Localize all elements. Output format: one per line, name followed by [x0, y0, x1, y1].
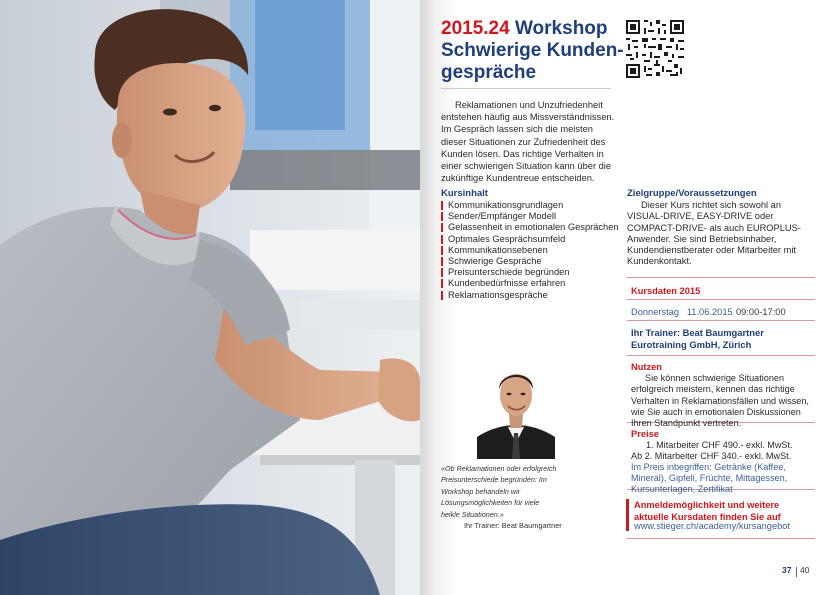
bullet-bar-icon [441, 223, 443, 232]
bullet-bar-icon [441, 235, 443, 244]
bullet-bar-icon [441, 291, 443, 300]
page-number-current: 37 [782, 565, 792, 575]
nutzen-text: Sie können schwierige Situationen erfolgreich meistern, kennen das richtige Verhalten in Reklamationsfällen und wissen, wie Sie auch in emotionalen Diskussionen Ihren Standpunkt vertreten. [631, 373, 809, 429]
registration-link[interactable]: www.stieger.ch/academy/kursangebot [634, 521, 791, 531]
price-included: Im Preis inbegriffen: Getränke (Kaffee, Mineral), Gipfeli, Früchte, Mittagessen, Kursunterlagen, Zertifikat [631, 462, 788, 495]
divider [627, 299, 815, 300]
price-additional-employee: Ab 2. Mitarbeiter CHF 340.- exkl. MwSt. [631, 451, 792, 461]
bullet-bar-icon [441, 257, 443, 266]
course-title-line-3: gespräche [441, 62, 537, 83]
registration-note: Anmeldemöglichkeit und weitere aktuelle Kursdaten finden Sie auf [634, 500, 781, 522]
kursdaten-heading: Kursdaten 2015 [631, 286, 701, 296]
quote-author: Ihr Trainer: Beat Baumgartner [464, 521, 562, 530]
page-number-separator [796, 567, 797, 577]
zielgruppe-text: Dieser Kurs richtet sich sowohl an VISUAL-DRIVE, EASY-DRIVE oder COMPACT-DRIVE- als auch EUROPLUS-Anwender. Sie sind Betriebsinhaber, Kundendienstberater oder Mitarbeiter mit Kundenkontakt. [627, 200, 801, 267]
course-title [441, 18, 641, 84]
qr-code-icon [626, 20, 684, 78]
list-item: Kundenbedürfnisse erfahren [441, 278, 626, 289]
list-item: Kommunikationsebenen [441, 245, 626, 256]
divider [627, 355, 815, 356]
trainer-info [631, 327, 816, 351]
list-item: Preisunterschiede begründen [441, 267, 626, 278]
list-item: Kommunikationsgrundlagen [441, 200, 626, 211]
trainer-quote: «Ob Reklamationen oder erfolgreich Preisunterschiede begründen: Im Workshop behandeln wir Lösungsmöglichkeiten für viele heikle Situationen.» [441, 464, 557, 519]
kursdaten-time: 09:00-17:00 [736, 307, 786, 317]
course-number: 2015.24 [441, 18, 510, 39]
course-intro: Reklamationen und Unzufriedenheit entstehen häufig aus Missverständnissen. Im Gespräch lassen sich die meisten dieser Situationen zur Zufriedenheit des Kunden lösen. Das richtige Verhalten in einer schwierigen Situation kann über die zukünftige Kundentreue entscheiden. [441, 100, 615, 184]
kursdaten-day: Donnerstag [631, 307, 680, 317]
list-item: Optimales Gesprächsumfeld [441, 234, 626, 245]
kursdaten-date: 11.06.2015 [686, 307, 733, 317]
page-number-total: 40 [800, 565, 810, 575]
bullet-bar-icon [441, 246, 443, 255]
divider [627, 277, 815, 278]
trainer-portrait [477, 355, 555, 459]
trainer-company: Eurotraining GmbH, Zürich [631, 339, 752, 350]
bullet-bar-icon [441, 279, 443, 288]
divider [627, 320, 815, 321]
list-item: Reklamationsgespräche [441, 290, 626, 301]
kursinhalt-list [441, 200, 626, 301]
list-item: Sender/Empfänger Modell [441, 211, 626, 222]
preise-heading: Preise [631, 429, 659, 439]
price-first-employee: 1. Mitarbeiter CHF 490.- exkl. MwSt. [646, 440, 793, 450]
zielgruppe-heading: Zielgruppe/Voraussetzungen [627, 188, 757, 199]
bullet-bar-icon [441, 201, 443, 210]
course-title-line-2: Schwierige Kunden- [441, 40, 624, 61]
bullet-bar-icon [441, 268, 443, 277]
kursinhalt-heading: Kursinhalt [441, 188, 488, 199]
accent-bar [626, 499, 629, 531]
course-title-line-1: Workshop [514, 18, 608, 39]
title-divider [441, 88, 611, 89]
course-page [420, 0, 839, 595]
trainer-portrait-image [477, 355, 555, 459]
list-item: Schwierige Gespräche [441, 256, 626, 267]
divider [627, 538, 815, 539]
bullet-bar-icon [441, 212, 443, 221]
nutzen-heading: Nutzen [631, 362, 662, 372]
trainer-name: Ihr Trainer: Beat Baumgartner [631, 327, 764, 338]
kursdaten-row [631, 307, 786, 317]
list-item: Gelassenheit in emotionalen Gesprächen [441, 222, 626, 233]
